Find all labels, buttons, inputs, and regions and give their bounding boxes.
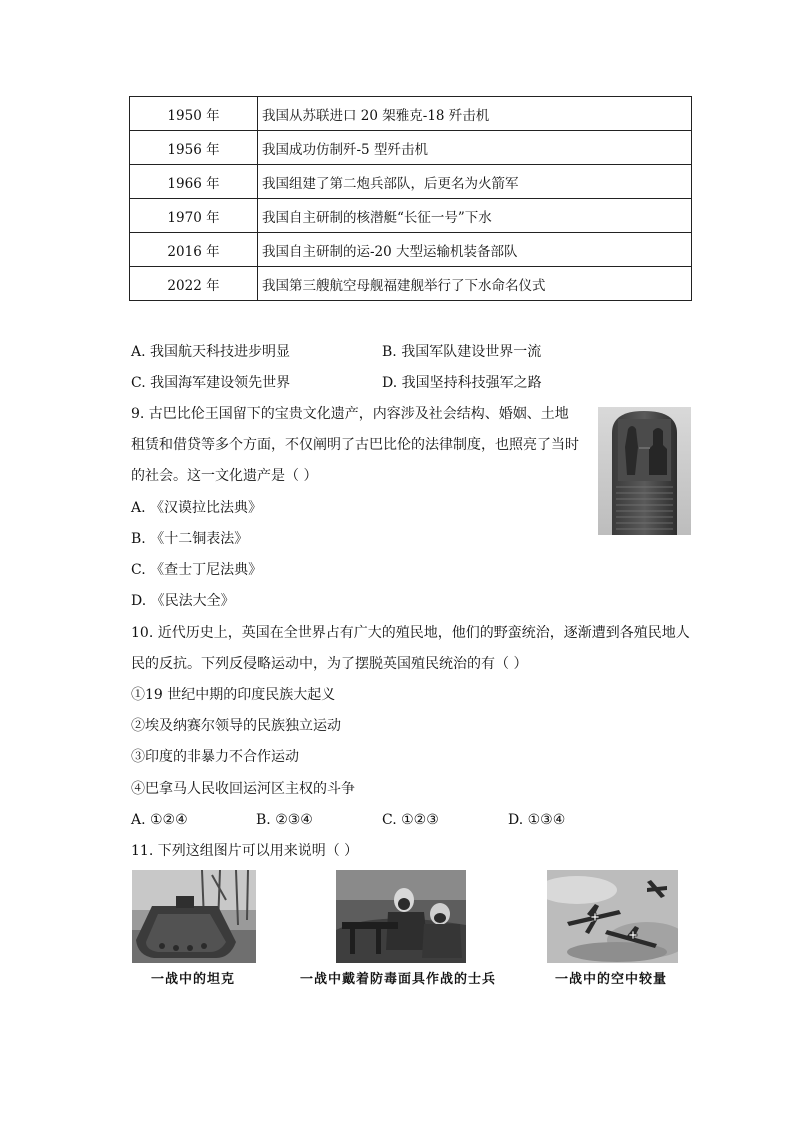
tank-photo [132, 870, 256, 967]
event-cell: 我国组建了第二炮兵部队，后更名为火箭军 [258, 165, 692, 199]
q9-stem-line: 租赁和借贷等多个方面，不仅阐明了古巴比伦的法律制度，也照亮了当时 [131, 437, 579, 453]
table-row [130, 267, 692, 301]
q8-option-a[interactable]: A. 我国航天科技进步明显 [131, 344, 291, 360]
table-row [130, 165, 692, 199]
q10-option-c[interactable]: C. ①②③ [382, 812, 439, 828]
q9-stem-line: 的社会。这一文化遗产是（ ） [131, 468, 318, 484]
event-cell: 我国从苏联进口 20 架雅克-18 歼击机 [258, 97, 692, 131]
event-cell: 我国自主研制的核潜艇“长征一号”下水 [258, 199, 692, 233]
table-row [130, 199, 692, 233]
q8-option-c[interactable]: C. 我国海军建设领先世界 [131, 375, 291, 391]
q9-option-c[interactable]: C. 《查士丁尼法典》 [131, 562, 263, 578]
q10-item: ②埃及纳赛尔领导的民族独立运动 [131, 718, 341, 734]
q10-stem-line: 民的反抗。下列反侵略运动中，为了摆脱英国殖民统治的有（ ） [131, 656, 528, 672]
q10-option-a[interactable]: A. ①②④ [131, 812, 188, 828]
soldiers-caption: 一战中戴着防毒面具作战的士兵 [300, 972, 497, 987]
q8-option-b[interactable]: B. 我国军队建设世界一流 [382, 344, 542, 360]
q8-option-d[interactable]: D. 我国坚持科技强军之路 [382, 375, 542, 391]
q10-stem-line: 10. 近代历史上，英国在全世界占有广大的殖民地，他们的野蛮统治，逐渐遭到各殖民地人 [131, 625, 690, 641]
year-cell: 1966 年 [130, 165, 258, 199]
q10-item: ①19 世纪中期的印度民族大起义 [131, 687, 336, 703]
q10-option-b[interactable]: B. ②③④ [256, 812, 313, 828]
q9-option-a[interactable]: A. 《汉谟拉比法典》 [131, 500, 263, 516]
year-cell: 2022 年 [130, 267, 258, 301]
year-cell: 1956 年 [130, 131, 258, 165]
table-row [130, 97, 692, 131]
stone-stele-image [598, 407, 691, 539]
gas-mask-soldiers-photo [336, 870, 466, 967]
year-cell: 1950 年 [130, 97, 258, 131]
q9-option-b[interactable]: B. 《十二铜表法》 [131, 531, 249, 547]
year-cell: 1970 年 [130, 199, 258, 233]
table-row [130, 131, 692, 165]
year-cell: 2016 年 [130, 233, 258, 267]
aerial-combat-photo [547, 870, 678, 967]
tank-caption: 一战中的坦克 [151, 972, 236, 987]
q10-item: ③印度的非暴力不合作运动 [131, 749, 299, 765]
q9-option-d[interactable]: D. 《民法大全》 [131, 593, 235, 609]
event-cell: 我国自主研制的运-20 大型运输机装备部队 [258, 233, 692, 267]
military-timeline-table [129, 96, 692, 301]
q11-stem: 11. 下列这组图片可以用来说明（ ） [131, 843, 359, 859]
table-row [130, 233, 692, 267]
air-combat-caption: 一战中的空中较量 [555, 972, 668, 987]
q10-item: ④巴拿马人民收回运河区主权的斗争 [131, 781, 355, 797]
q10-option-d[interactable]: D. ①③④ [508, 812, 566, 828]
q9-stem-line: 9. 古巴比伦王国留下的宝贵文化遗产，内容涉及社会结构、婚姻、土地 [131, 406, 569, 422]
event-cell: 我国第三艘航空母舰福建舰举行了下水命名仪式 [258, 267, 692, 301]
event-cell: 我国成功仿制歼-5 型歼击机 [258, 131, 692, 165]
